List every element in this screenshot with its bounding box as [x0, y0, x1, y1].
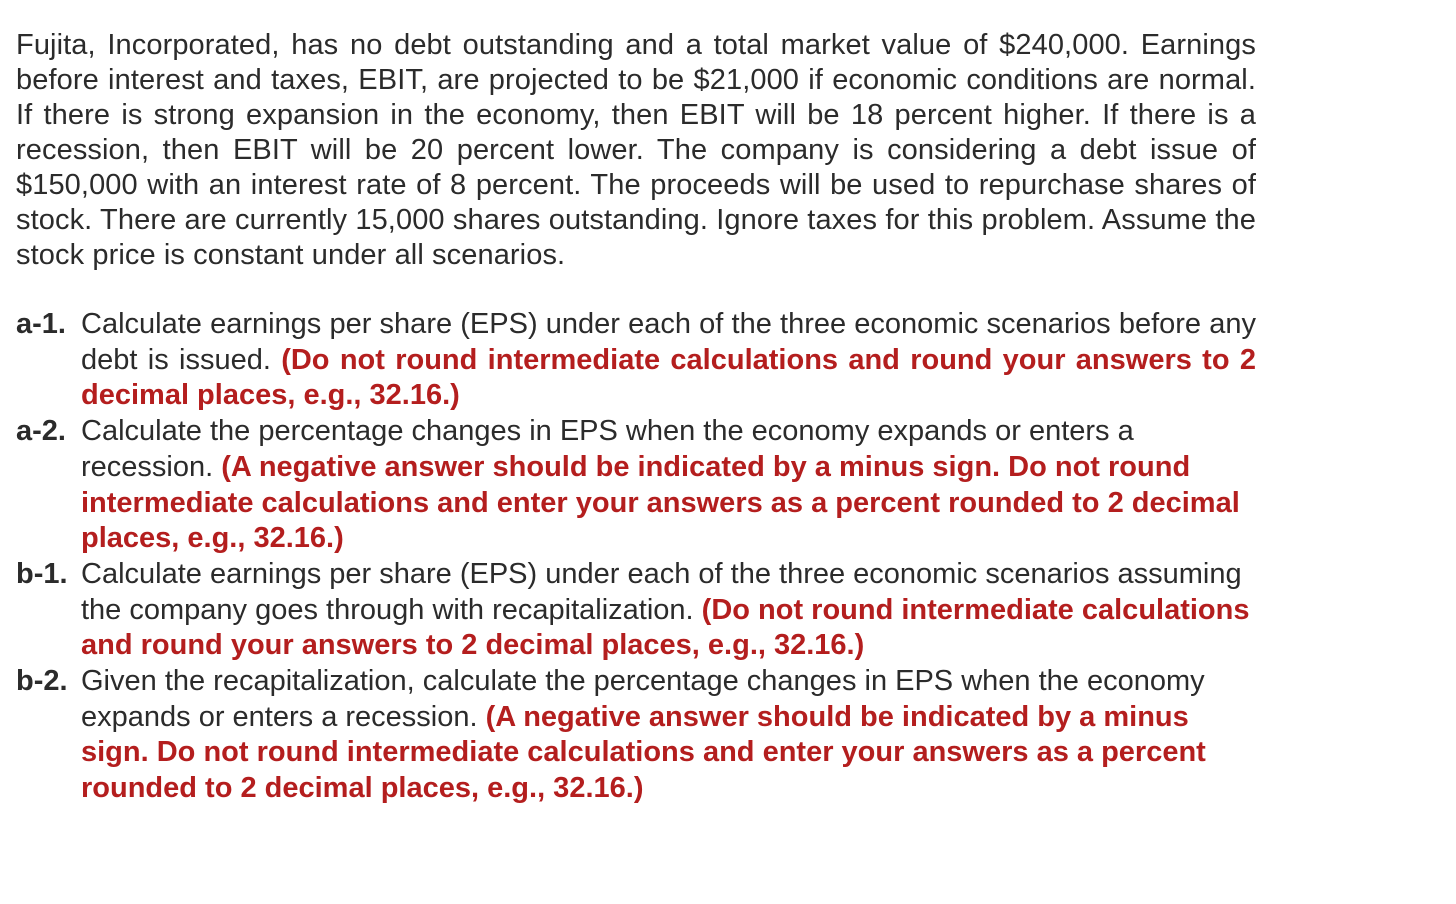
question-text: Calculate earnings per share (EPS) under each of the three economic scenarios assuming the company goes through with recapitalization. [81, 557, 1242, 626]
question-label: b-1. [16, 557, 68, 590]
question-body [81, 414, 1256, 557]
question-label: a-1. [16, 308, 66, 340]
question-label: a-2. [16, 415, 66, 448]
question-body [81, 664, 1256, 807]
question-b1 [16, 557, 1256, 664]
question-text: Calculate earnings per share (EPS) under each of the three economic scenarios before any debt is issued. [81, 308, 1256, 376]
question-b2 [16, 664, 1256, 807]
question-a2 [16, 414, 1256, 557]
question-body [81, 307, 1256, 414]
question-body [81, 557, 1256, 664]
question-note: (Do not round intermediate calculations and round your answers to 2 decimal places, e.g., 32.16.) [81, 593, 1250, 662]
question-list [16, 307, 1256, 807]
question-label: b-2. [16, 665, 68, 698]
question-note: (Do not round intermediate calculations and round your answers to 2 decimal places, e.g., 32.16.) [81, 343, 1256, 412]
question-a1 [16, 307, 1256, 414]
question-note: (A negative answer should be indicated by a minus sign. Do not round intermediate calculations and enter your answers as a percent rounded to 2 decimal places, e.g., 32.16.) [81, 450, 1240, 555]
problem-intro: Fujita, Incorporated, has no debt outstanding and a total market value of $240,000. Earnings before interest and taxes, EBIT, are projected to be $21,000 if economic conditions are normal. If there is strong expansion in the economy, then EBIT will be 18 percent higher. If there is a recession, then EBIT will be 20 percent lower. The company is considering a debt issue of $150,000 with an interest rate of 8 percent. The proceeds will be used to repurchase shares of stock. There are currently 15,000 shares outstanding. Ignore taxes for this problem. Assume the stock price is constant under all scenarios. [16, 29, 1256, 271]
question-note: (A negative answer should be indicated by a minus sign. Do not round intermediate calculations and enter your answers as a percent rounded to 2 decimal places, e.g., 32.16.) [81, 700, 1206, 805]
question-text: Calculate the percentage changes in EPS when the economy expands or enters a recession. [81, 415, 1134, 483]
question-text: Given the recapitalization, calculate the percentage changes in EPS when the economy expands or enters a recession. [81, 665, 1205, 733]
